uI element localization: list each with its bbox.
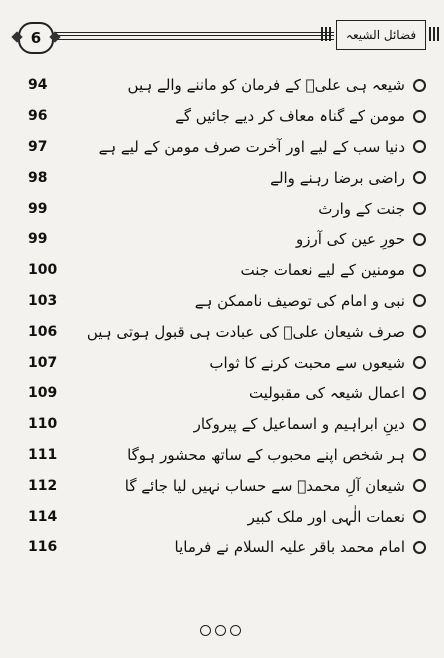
entry-title: شیعوں سے محبت کرنے کا ثواب: [209, 353, 405, 372]
book-title: فضائل الشیعہ: [336, 20, 426, 50]
entry-title: مومنین کے لیے نعمات جنت: [240, 261, 405, 280]
entry-page-number: 103: [28, 292, 58, 309]
page-number: 6: [18, 22, 54, 54]
entry-title: امام محمد باقر علیہ السلام نے فرمایا: [174, 538, 405, 557]
bullet-icon: [413, 294, 426, 307]
toc-entry: [28, 286, 428, 317]
bullet-icon: [413, 387, 426, 400]
toc-entry: [28, 70, 428, 101]
footer-ornament: [200, 625, 241, 636]
toc-entry: [28, 532, 428, 563]
bullet-icon: [413, 110, 426, 123]
entry-page-number: 99: [28, 200, 48, 217]
entry-page-number: 96: [28, 108, 48, 125]
entry-title: مومن کے گناہ معاف کر دیے جائیں گے: [175, 107, 405, 126]
toc-entry: [28, 224, 428, 255]
toc-entry: [28, 470, 428, 501]
entry-title: شیعان آلِ محمدؐ سے حساب نہیں لیا جائے گا: [124, 476, 405, 495]
entry-page-number: 112: [28, 477, 58, 494]
bullet-icon: [413, 418, 426, 431]
toc-entry: [28, 162, 428, 193]
entry-page-number: 111: [28, 446, 58, 463]
ornament-circle-icon: [200, 625, 211, 636]
entry-title: حورِ عین کی آرزو: [295, 230, 405, 249]
bullet-icon: [413, 79, 426, 92]
toc-entry: [28, 501, 428, 532]
entry-page-number: 107: [28, 354, 58, 371]
bullet-icon: [413, 510, 426, 523]
entry-title: جنت کے وارث: [318, 199, 405, 218]
entry-page-number: 110: [28, 416, 58, 433]
entry-page-number: 109: [28, 385, 58, 402]
entry-page-number: 99: [28, 231, 48, 248]
entry-page-number: 94: [28, 77, 48, 94]
toc-entry: [28, 255, 428, 286]
toc-entry: [28, 132, 428, 163]
ornament-circle-icon: [215, 625, 226, 636]
bullet-icon: [413, 264, 426, 277]
toc-entry: [28, 378, 428, 409]
entry-title: شیعہ ہی علیؑ کے فرمان کو ماننے والے ہیں: [127, 76, 405, 95]
entry-title: صرف شیعان علیؑ کی عبادت ہی قبول ہوتی ہیں: [86, 322, 405, 341]
entry-page-number: 116: [28, 539, 58, 556]
entry-title: راضی برضا رہنے والے: [270, 168, 405, 187]
entry-page-number: 97: [28, 138, 48, 155]
entry-page-number: 106: [28, 323, 58, 340]
header-rule: [54, 35, 334, 36]
table-of-contents: [28, 70, 428, 563]
bullet-icon: [413, 140, 426, 153]
entry-title: دنیا سب کے لیے اور آخرت صرف مومن کے لیے ہے: [98, 137, 405, 156]
entry-title: نعمات الٰہی اور ملک کبیر: [247, 507, 405, 526]
bullet-icon: [413, 325, 426, 338]
entry-title: ہر شخص اپنے محبوب کے ساتھ محشور ہوگا: [127, 445, 405, 464]
toc-entry: [28, 101, 428, 132]
entry-title: نبی و امام کی توصیف ناممکن ہے: [194, 291, 405, 310]
toc-entry: [28, 316, 428, 347]
entry-page-number: 98: [28, 169, 48, 186]
bullet-icon: [413, 171, 426, 184]
header-rule: [54, 39, 334, 40]
bullet-icon: [413, 541, 426, 554]
toc-entry: [28, 193, 428, 224]
toc-entry: [28, 409, 428, 440]
bullet-icon: [413, 356, 426, 369]
entry-title: اعمال شیعہ کی مقبولیت: [248, 384, 405, 403]
entry-page-number: 114: [28, 508, 58, 525]
entry-title: دینِ ابراہیم و اسماعیل کے پیروکار: [193, 415, 405, 434]
toc-entry: [28, 440, 428, 471]
entry-page-number: 100: [28, 262, 58, 279]
bullet-icon: [413, 202, 426, 215]
ornament-circle-icon: [230, 625, 241, 636]
bullet-icon: [413, 448, 426, 461]
toc-entry: [28, 347, 428, 378]
header-rule: [54, 32, 334, 33]
bullet-icon: [413, 479, 426, 492]
page-header: [10, 16, 434, 48]
bullet-icon: [413, 233, 426, 246]
